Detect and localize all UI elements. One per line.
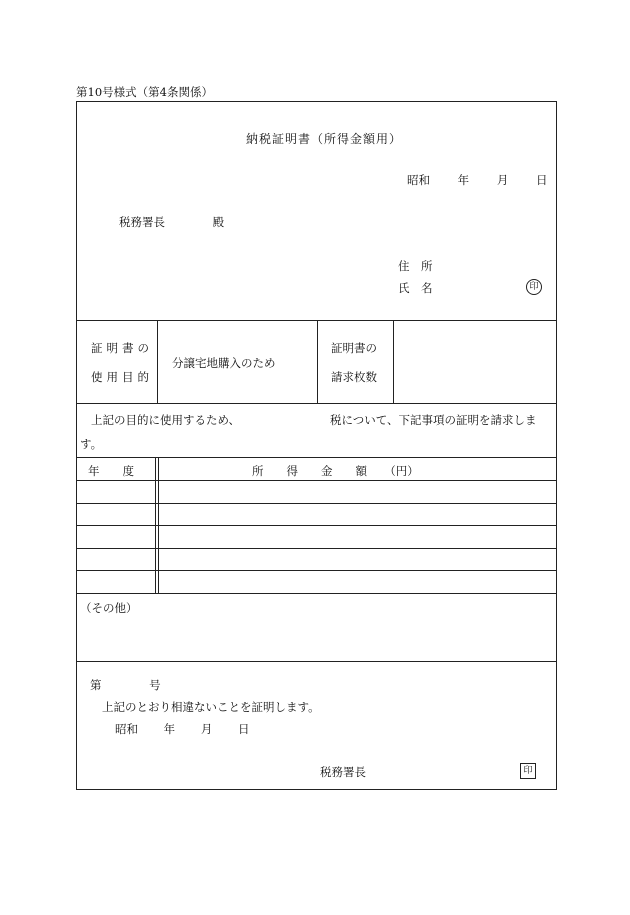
table-header-year: 年 度 [88, 464, 134, 478]
request-text-line1b: 税について、下記事項の証明を請求しま [330, 413, 537, 427]
date-line [407, 172, 547, 188]
name-label: 氏 名 [398, 281, 433, 295]
purpose-label-line1: 証明書の [91, 341, 153, 355]
copies-label-line1: 証明書の [331, 341, 377, 355]
cert-issuer: 税務署長 [320, 765, 366, 779]
date-day: 日 [535, 173, 548, 187]
divider-request [76, 457, 557, 458]
divider-purpose [76, 403, 557, 404]
divider-other [76, 661, 557, 662]
table-line-6 [76, 593, 557, 594]
request-text-line2: す。 [80, 437, 103, 451]
table-line-1 [76, 480, 557, 481]
table-line-4 [76, 548, 557, 549]
copies-label-line2: 請求枚数 [331, 370, 377, 384]
applicant-seal-stamp: 印 [526, 279, 542, 295]
purpose-divider-2 [317, 320, 318, 403]
addressee [119, 214, 224, 230]
form-number: 第10号様式（第4条関係） [76, 85, 213, 99]
purpose-value: 分譲宅地購入のため [172, 356, 276, 370]
cert-date-year: 年 [163, 722, 176, 736]
table-line-5 [76, 570, 557, 571]
cert-date [115, 721, 249, 737]
request-text-line1: 上記の目的に使用するため、 [91, 413, 241, 427]
date-month: 月 [496, 173, 509, 187]
table-line-3 [76, 525, 557, 526]
cert-date-month: 月 [200, 722, 213, 736]
address-label: 住 所 [398, 259, 433, 273]
cert-number [90, 677, 161, 693]
cert-number-suffix: 号 [149, 678, 161, 692]
form-title: 納税証明書（所得金額用） [246, 132, 403, 146]
purpose-divider-3 [393, 320, 394, 403]
table-header-amount: 所 得 金 額 （円） [252, 464, 419, 478]
cert-number-prefix: 第 [90, 678, 102, 692]
addressee-office: 税務署長 [119, 215, 165, 229]
table-line-2 [76, 503, 557, 504]
addressee-honorific: 殿 [212, 215, 225, 229]
date-year: 年 [457, 173, 470, 187]
other-label: （その他） [80, 601, 138, 615]
date-era: 昭和 [407, 173, 430, 187]
issuer-seal-stamp: 印 [520, 763, 536, 779]
cert-date-day: 日 [237, 722, 250, 736]
purpose-label-line2: 使用目的 [91, 370, 153, 384]
purpose-divider-1 [157, 320, 158, 403]
cert-statement: 上記のとおり相違ないことを証明します。 [102, 700, 320, 714]
cert-date-era: 昭和 [115, 722, 138, 736]
